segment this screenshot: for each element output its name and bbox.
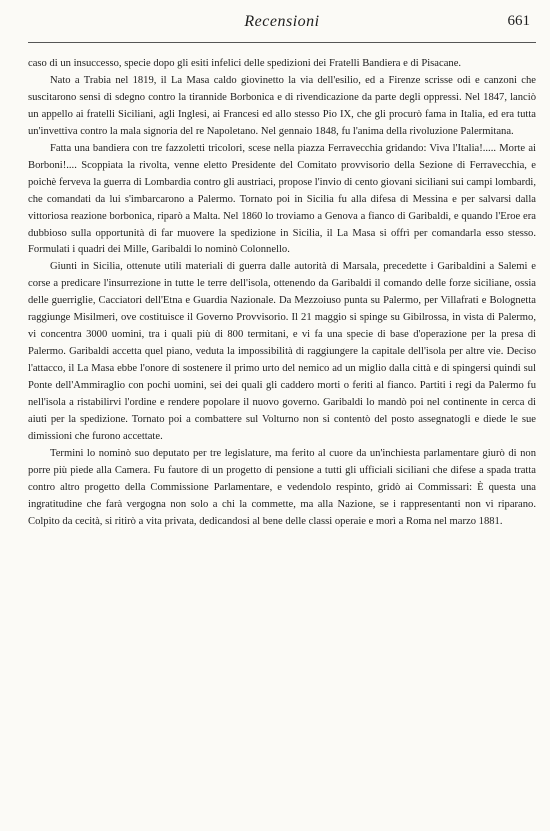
running-header xyxy=(28,8,536,43)
paragraph-continuation: caso di un insuccesso, specie dopo gli esiti infelici delle spedizioni dei Fratelli Bandiera e di Pisacane. xyxy=(28,58,462,69)
body-text xyxy=(28,56,536,531)
page-number: 661 xyxy=(507,13,530,29)
paragraph-expedition: Giunti in Sicilia, ottenute utili materiali di guerra dalle autorità di Marsala, precedette i Garibaldini a Salemi e corse a predicare l'insurrezione in tutte le terre dell'isola, ottenendo da Garibaldi il comando delle forze siciliane, ossia delle guerriglie, Cacciatori dell'Etna e Guardia Nazionale. Da Mezzoiuso punta su Palermo, per Villafrati e Bolognetta raggiunge Misilmeri, ove costituisce il Governo Provvisorio. Il 21 maggio si spinge su Gibilrossa, in vista di Palermo, vi concentra 3000 uomini, tra i quali più di 800 termitani, e vi fa una specie di base d'operazione per la presa di Palermo. Garibaldi accetta quel piano, veduta la impossibilità di raggiungere la capitale dell'isola per altre vie. Deciso l'attacco, il La Masa ebbe l'onore di sostenere il primo urto del nemico ad un miglio dalla città e di spingersi quindi sul Ponte dell'Ammiraglio con pochi uomini, sei dei quali gli caddero morti o feriti al fianco. Partiti i regi da Palermo fu nell'isola a ristabilirvi l'ordine e rendere popolare il nuovo governo. Garibaldi lo mandò poi nel continente in cerca di aiuti per la spedizione. Tornato poi a combattere sul Volturno non si contentò del posto assegnatogli e diede le sue dimissioni che furono accettate. xyxy=(28,261,536,442)
paragraph-revolution: Fatta una bandiera con tre fazzoletti tricolori, scese nella piazza Ferravecchia gridando: Viva l'Italia!..... Morte ai Borboni!.... Scoppiata la rivolta, venne eletto Presidente del Comitato provvisorio della Sezione di Ferravecchia, e poichè ferveva la guerra di Lombardia contro gli austriaci, propose l'invio di cento giovani siciliani sui campi lombardi, che comandati da lui s'imbarcarono a Palermo. Tornato poi in Sicilia fu alla difesa di Messina e per salvarsi dalla vittoriosa reazione borbonica, riparò a Malta. Nel 1860 lo troviamo a Genova a fianco di Garibaldi, e quando l'Eroe era dubbioso sulla opportunità di far muovere la spedizione in Sicilia, il La Masa si offrì per comandarla esso stesso. Formulati i quadri dei Mille, Garibaldi lo nominò Colonnello. xyxy=(28,142,536,256)
paragraph-early-life: Nato a Trabia nel 1819, il La Masa caldo giovinetto la via dell'esilio, ed a Firenze scrisse odi e canzoni che suscitarono sensi di sdegno contro la tirannide Borbonica e di rivendicazione da parte degli oppressi. Nel 1847, lanciò un appello ai fratelli Siciliani, agli Inglesi, ai Francesi ed allo stesso Pio IX, che gli procurò fama in Italia, ed era tutta un'invettiva contro la mala signoria del re Napoletano. Nel gennaio 1848, fu l'anima della rivoluzione Palermitana. xyxy=(28,74,536,137)
paragraph-later-life: Termini lo nominò suo deputato per tre legislature, ma ferito al cuore da un'inchiesta parlamentare giurò di non porre più piede alla Camera. Fu fautore di un progetto di pensione a tutti gli ufficiali siciliani che difese a spada tratta contro altro progetto della Commissione Parlamentare, e vedendolo respinto, gridò ai Commissari: È questa una ingratitudine che farà vergogna non solo a chi la commette, ma alla Nazione, se i rappresentanti non vi riparano. Colpito da cecità, si ritirò a vita privata, dedicandosi al bene delle classi operaie e morì a Roma nel marzo 1881. xyxy=(28,447,536,527)
running-title: Recensioni xyxy=(244,13,320,30)
